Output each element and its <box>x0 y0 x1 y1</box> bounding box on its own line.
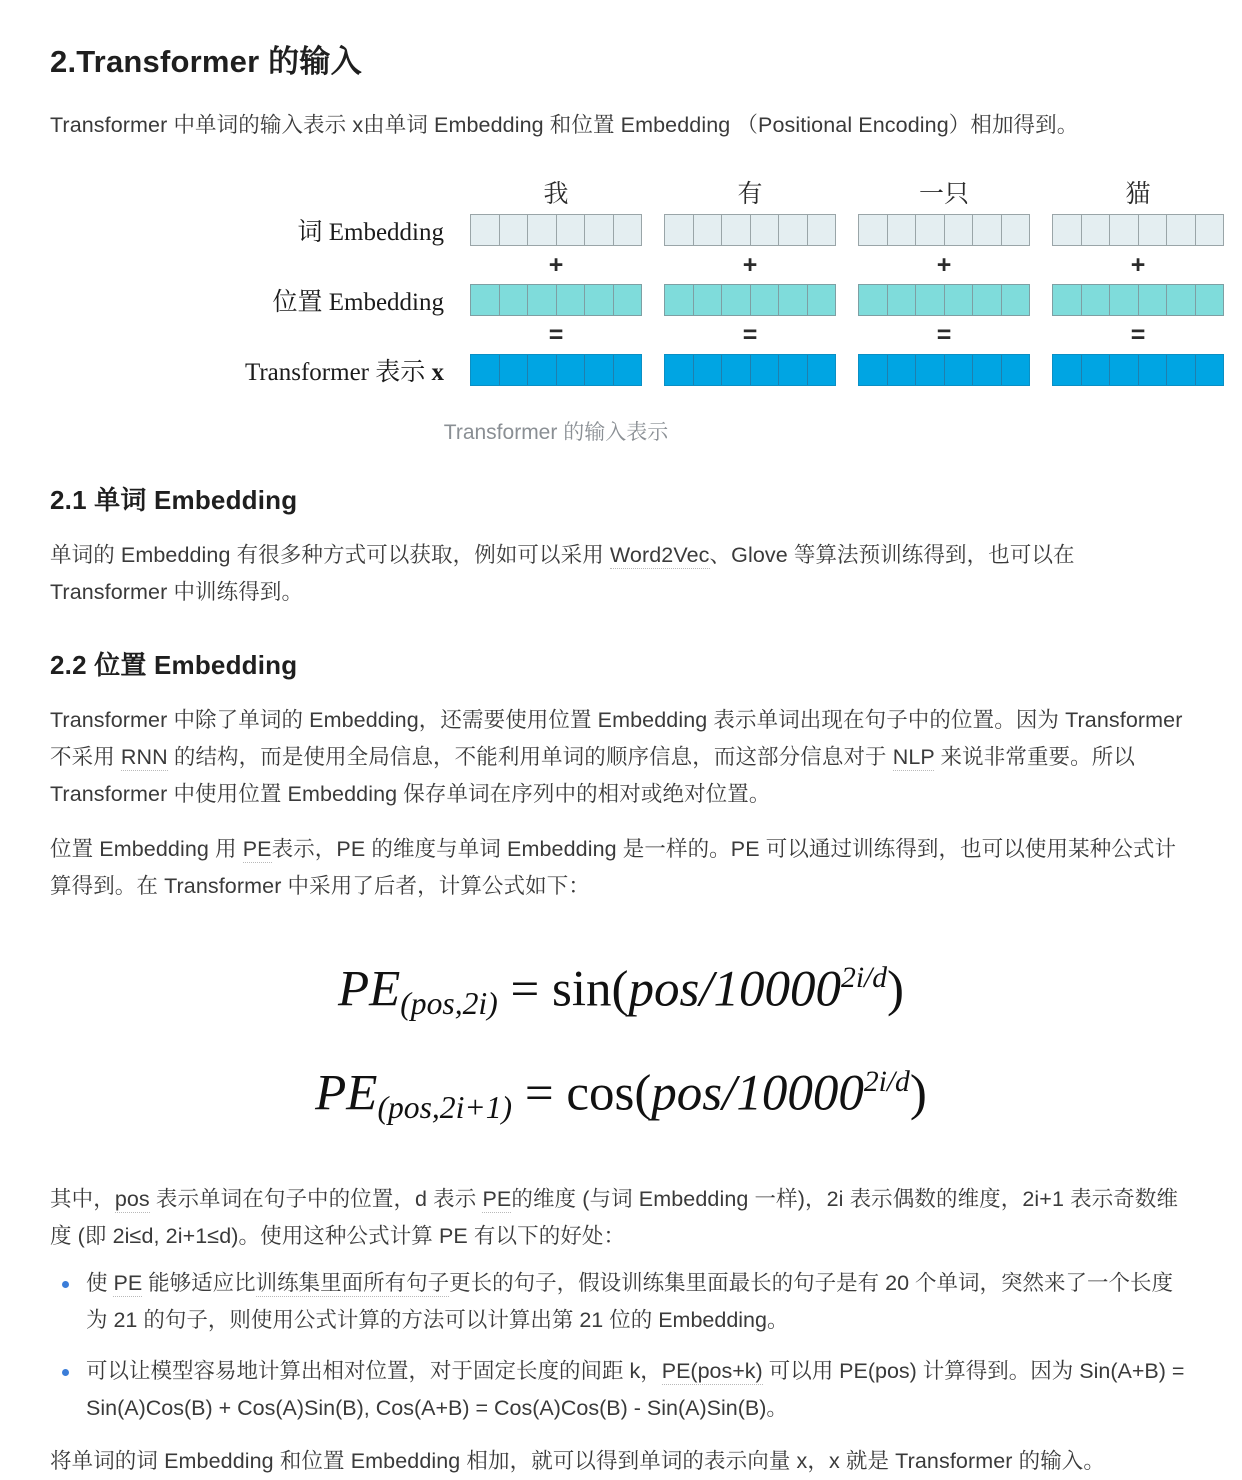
vector-cell <box>859 355 888 385</box>
spellcheck-underlined-term: PE(pos+k) <box>661 1359 763 1384</box>
vector-cell <box>1053 285 1082 315</box>
equals-icon: = <box>548 321 564 349</box>
plus-icon: + <box>548 251 564 279</box>
spellcheck-underlined-term: 训练集里面所有句子 <box>255 1271 450 1296</box>
word-embedding-vector-1 <box>664 214 836 246</box>
vector-cell <box>751 355 780 385</box>
word-header-2: 一只 <box>918 180 969 208</box>
formula-subscript: (pos,2i+1) <box>377 1090 513 1126</box>
vector-cell <box>973 355 1002 385</box>
vector-cell <box>1139 215 1168 245</box>
position-embedding-vector-0 <box>470 284 642 316</box>
page-title: 2.Transformer 的输入 <box>50 44 362 79</box>
vector-cell <box>1167 215 1196 245</box>
vector-cell <box>1110 215 1139 245</box>
text-segment: 、Glove 等算法预训练得到，也可以在 Transformer 中训练得到。 <box>50 543 1075 604</box>
paragraph-2-2-1 <box>50 831 1192 905</box>
equals-icon: = <box>742 321 758 349</box>
equals-operator-row <box>180 320 1224 350</box>
vector-cell <box>1196 285 1224 315</box>
vector-cell <box>694 285 723 315</box>
text-segment: 表示单词在句子中的位置，d 表示 <box>149 1187 483 1212</box>
vector-cell <box>1167 355 1196 385</box>
position-embedding-label: 位置 Embedding <box>272 289 444 316</box>
word-header-3: 猫 <box>1125 180 1151 208</box>
vector-cell <box>888 285 917 315</box>
vector-cell <box>500 355 529 385</box>
vector-cell <box>945 285 974 315</box>
word-embedding-vector-0 <box>470 214 642 246</box>
vector-cell <box>1002 215 1030 245</box>
output-label-var: x <box>431 359 444 386</box>
paragraph-2-2-0 <box>50 702 1192 813</box>
vector-cell <box>500 215 529 245</box>
vector-cell <box>722 215 751 245</box>
transformer-output-row <box>180 350 1224 390</box>
formula-function: cos <box>566 1065 635 1122</box>
vector-cell <box>916 215 945 245</box>
transformer-output-vector-3 <box>1052 354 1224 386</box>
embedding-diagram <box>50 166 1192 390</box>
word-header-0: 我 <box>543 180 569 208</box>
subsection-heading-2-1: 2.1 单词 Embedding <box>50 485 298 515</box>
vector-cell <box>888 215 917 245</box>
word-embedding-label: 词 Embedding <box>297 219 444 246</box>
vector-cell <box>1002 355 1030 385</box>
position-embedding-row <box>180 280 1224 320</box>
vector-cell <box>1196 355 1224 385</box>
figure-caption: Transformer 的输入表示 <box>443 421 669 444</box>
plus-operator-row <box>180 250 1224 280</box>
spellcheck-underlined-term: NLP <box>892 745 935 769</box>
formula-open-paren: ( <box>611 961 629 1018</box>
vector-cell <box>665 285 694 315</box>
vector-cell <box>751 285 780 315</box>
formula-pe-name: PE <box>337 961 401 1018</box>
vector-cell <box>694 215 723 245</box>
document-page <box>0 36 1242 1480</box>
vector-cell <box>471 215 500 245</box>
equals-icon: = <box>1130 321 1146 349</box>
vector-cell <box>1053 215 1082 245</box>
vector-cell <box>1110 285 1139 315</box>
formula-equals: = <box>510 961 540 1018</box>
vector-cell <box>528 285 557 315</box>
transformer-input-figure <box>50 166 1192 446</box>
list-item <box>50 1353 1192 1427</box>
vector-cell <box>471 285 500 315</box>
plus-icon: + <box>1130 251 1146 279</box>
output-label-prefix: Transformer 表示 <box>244 359 432 386</box>
word-header-row <box>180 166 1224 210</box>
text-segment: 表示，PE 的维度与单词 Embedding 是一样的。PE 可以通过训练得到，也可以使用某种公式计算得到。在 Transformer 中采用了后者，计算公式如下： <box>50 837 1177 898</box>
formula-equals: = <box>524 1065 554 1122</box>
vector-cell <box>557 215 586 245</box>
vector-cell <box>557 355 586 385</box>
vector-cell <box>1139 355 1168 385</box>
vector-cell <box>888 355 917 385</box>
formula-argument: pos/10000 <box>628 961 842 1018</box>
vector-cell <box>973 285 1002 315</box>
vector-cell <box>808 285 836 315</box>
position-embedding-vector-1 <box>664 284 836 316</box>
text-segment: 来说非常重要。所以 Transformer 中使用位置 Embedding 保存单词在序列中的相对或绝对位置。 <box>50 745 1135 806</box>
word-embedding-row <box>180 210 1224 250</box>
plus-icon: + <box>742 251 758 279</box>
transformer-output-label <box>180 352 470 388</box>
vector-cell <box>808 215 836 245</box>
vector-cell <box>557 285 586 315</box>
spellcheck-underlined-term: pos <box>114 1187 150 1212</box>
vector-cell <box>779 355 808 385</box>
position-embedding-vector-2 <box>858 284 1030 316</box>
vector-cell <box>945 355 974 385</box>
spellcheck-underlined-term: PE <box>113 1271 143 1296</box>
spellcheck-underlined-term: RNN <box>120 745 168 769</box>
text-segment: 单词的 Embedding 有很多种方式可以获取，例如可以采用 <box>50 543 610 567</box>
vector-cell <box>751 215 780 245</box>
text-segment: 更长的句子，假设训练集里面最长的句子是有 20 个单词，突然来了一个长度为 21 的句子，则使用公式计算的方法可以计算出第 21 位的 Embedding。 <box>86 1271 1174 1333</box>
vector-cell <box>585 355 614 385</box>
positional-encoding-formula <box>50 939 1192 1147</box>
subsection-heading-2-2: 2.2 位置 Embedding <box>50 650 298 680</box>
vector-cell <box>614 355 642 385</box>
formula-function: sin <box>551 961 612 1018</box>
vector-cell <box>779 285 808 315</box>
formula-argument: pos/10000 <box>651 1065 864 1122</box>
word-embedding-vector-3 <box>1052 214 1224 246</box>
vector-cell <box>779 215 808 245</box>
vector-cell <box>722 355 751 385</box>
vector-cell <box>1082 215 1111 245</box>
transformer-output-vector-2 <box>858 354 1030 386</box>
list-item <box>50 1265 1192 1339</box>
vector-cell <box>1082 285 1111 315</box>
vector-cell <box>1196 215 1224 245</box>
vector-cell <box>694 355 723 385</box>
text-segment: 位置 Embedding 用 <box>50 837 243 861</box>
vector-cell <box>859 285 888 315</box>
vector-cell <box>585 285 614 315</box>
vector-cell <box>500 285 529 315</box>
text-segment: 可以让模型容易地计算出相对位置，对于固定长度的间距 k， <box>86 1359 662 1384</box>
spellcheck-underlined-term: PE <box>482 1187 512 1212</box>
vector-cell <box>614 215 642 245</box>
text-segment: 能够适应比 <box>142 1271 256 1296</box>
vector-cell <box>528 215 557 245</box>
formula-line-even <box>50 939 1192 1043</box>
vector-cell <box>1082 355 1111 385</box>
vector-cell <box>808 355 836 385</box>
spellcheck-underlined-term: PE <box>242 837 272 861</box>
word-header-1: 有 <box>737 180 763 208</box>
text-segment: 的维度 (与词 Embedding 一样)，2i 表示偶数的维度，2i+1 表示奇数维度 (即 2i≤d, 2i+1≤d)。使用这种公式计算 PE 有以下的好处： <box>50 1187 1179 1249</box>
equals-icon: = <box>936 321 952 349</box>
formula-close-paren: ) <box>887 961 905 1018</box>
vector-cell <box>1002 285 1030 315</box>
vector-cell <box>614 285 642 315</box>
vector-cell <box>1139 285 1168 315</box>
transformer-output-vector-0 <box>470 354 642 386</box>
text-segment: 可以用 PE(pos) 计算得到。因为 Sin(A+B) = Sin(A)Cos(B) + Cos(A)Sin(B), Cos(A+B) = Cos(A)Cos(B) - Sin(A)Sin(B)。 <box>86 1359 1185 1421</box>
vector-cell <box>1053 355 1082 385</box>
benefits-list <box>50 1265 1192 1427</box>
text-segment: Transformer 中除了单词的 Embedding，还需要使用位置 Embedding 表示单词出现在句子中的位置。因为 Transformer 不采用 <box>50 708 1183 769</box>
formula-line-odd <box>50 1043 1192 1147</box>
intro-paragraph: Transformer 中单词的输入表示 x由单词 Embedding 和位置 Embedding （Positional Encoding）相加得到。 <box>50 113 1079 137</box>
formula-exponent: 2i/d <box>863 1066 910 1099</box>
vector-cell <box>585 215 614 245</box>
transformer-output-vector-1 <box>664 354 836 386</box>
vector-cell <box>722 285 751 315</box>
vector-cell <box>471 355 500 385</box>
formula-open-paren: ( <box>634 1065 652 1122</box>
vector-cell <box>973 215 1002 245</box>
spellcheck-underlined-term: Word2Vec <box>609 543 710 567</box>
text-segment: 其中， <box>50 1187 115 1212</box>
vector-cell <box>1110 355 1139 385</box>
vector-cell <box>1167 285 1196 315</box>
formula-subscript: (pos,2i) <box>400 986 498 1022</box>
formula-pe-name: PE <box>315 1065 378 1122</box>
vector-cell <box>916 355 945 385</box>
vector-cell <box>665 215 694 245</box>
text-segment: 使 <box>86 1271 114 1296</box>
vector-cell <box>945 215 974 245</box>
paragraph-2-1-0 <box>50 537 1192 611</box>
vector-cell <box>665 355 694 385</box>
position-embedding-vector-3 <box>1052 284 1224 316</box>
formula-exponent: 2i/d <box>841 962 888 994</box>
plus-icon: + <box>936 251 952 279</box>
formula-close-paren: ) <box>909 1065 927 1122</box>
word-embedding-vector-2 <box>858 214 1030 246</box>
vector-cell <box>859 215 888 245</box>
closing-paragraph: 将单词的词 Embedding 和位置 Embedding 相加，就可以得到单词的表示向量 x，x 就是 Transformer 的输入。 <box>50 1449 1106 1474</box>
text-segment: 的结构，而是使用全局信息，不能利用单词的顺序信息，而这部分信息对于 <box>167 745 893 769</box>
vector-cell <box>916 285 945 315</box>
vector-cell <box>528 355 557 385</box>
paragraph-after-formula <box>50 1181 1192 1255</box>
